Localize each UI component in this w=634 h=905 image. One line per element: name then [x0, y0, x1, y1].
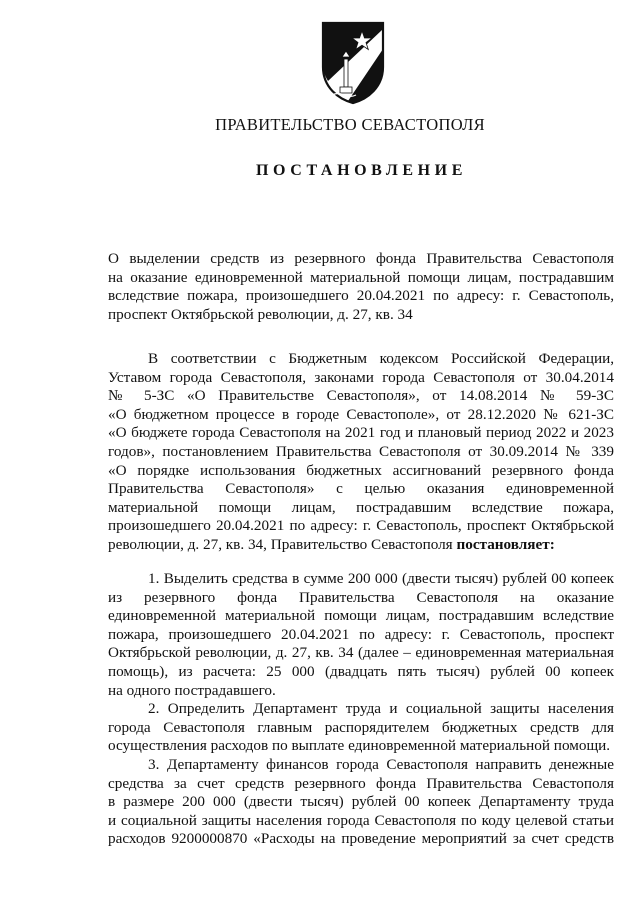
- preamble-line: «О бюджетном процессе в городе Севастополе», от 28.12.2020 № 621-ЗС: [108, 405, 614, 423]
- item-line: в размере 200 000 (двести тысяч) рублей 00 копеек Департаменту труда: [108, 793, 614, 811]
- item-1: [108, 570, 614, 700]
- item-line: 1. Выделить средства в сумме 200 000 (двести тысяч) рублей 00 копеек: [148, 570, 614, 587]
- item-line: из резервного фонда Правительства Севастополя на оказание: [108, 588, 614, 606]
- item-line: и социальной защиты населения города Севастополя по коду целевой статьи: [108, 811, 614, 829]
- coat-of-arms-icon: [318, 19, 388, 105]
- document-subject: [108, 250, 614, 324]
- preamble-line: В соответствии с Бюджетным кодексом Российской Федерации,: [148, 350, 614, 367]
- preamble-line: «О бюджете города Севастополя на 2021 год и плановый период 2022 и 2023: [108, 424, 614, 442]
- item-line: единовременной материальной помощи лицам, пострадавшим вследствие: [108, 607, 614, 625]
- resolves-keyword: постановляет:: [456, 535, 555, 553]
- subject-line: О выделении средств из резервного фонда Правительства Севастополя: [108, 250, 614, 267]
- item-line: расходов 9200000870 «Расходы на проведение мероприятий за счет средств: [108, 830, 614, 848]
- item-line: 2. Определить Департамент труда и социальной защиты населения: [148, 700, 614, 718]
- item-line: пожара, произошедшего 20.04.2021 по адресу: г. Севастополь, проспект: [108, 625, 614, 643]
- preamble-line: Уставом города Севастополя, законами города Севастополя от 30.04.2014: [108, 368, 614, 386]
- preamble-line: годов», постановлением Правительства Севастополя от 30.09.2014 № 339: [108, 442, 614, 460]
- item-line: города Севастополя главным распорядителем бюджетных средств для: [108, 718, 614, 736]
- preamble-paragraph: [108, 350, 614, 555]
- preamble-line: произошедшего 20.04.2021 по адресу: г. Севастополь, проспект Октябрьской: [108, 517, 614, 535]
- item-line: Октябрьской революции, д. 27, кв. 34 (далее – единовременная материальная: [108, 644, 614, 662]
- item-line: средства за счет средств резервного фонда Правительства Севастополя: [108, 774, 614, 792]
- preamble-last-line: [108, 536, 614, 555]
- preamble-line: Правительства Севастополя» с целью оказания единовременной: [108, 480, 614, 498]
- preamble-line: «О порядке использования бюджетных ассигнований резервного фонда: [108, 461, 614, 479]
- resolution-items: [108, 570, 614, 849]
- subject-line: проспект Октябрьской революции, д. 27, кв. 34: [108, 305, 413, 323]
- subject-line: вследствие пожара, произошедшего 20.04.2021 по адресу: г. Севастополь,: [108, 287, 614, 305]
- organization-title: ПРАВИТЕЛЬСТВО СЕВАСТОПОЛЯ: [215, 115, 485, 134]
- preamble-line: материальной помощи лицам, пострадавшим вследствие пожара,: [108, 498, 614, 516]
- document-type-title: ПОСТАНОВЛЕНИЕ: [256, 162, 467, 179]
- item-line: осуществления расходов по выплате единовременной материальной помощи.: [108, 737, 611, 755]
- item-line: помощь), из расчета: 25 000 (двадцать пять тысяч) рублей 00 копеек: [108, 662, 614, 680]
- subject-line: на оказание единовременной материальной помощи лицам, пострадавшим: [108, 268, 614, 286]
- preamble-line: № 5-ЗС «О Правительстве Севастополя», от 14.08.2014 № 59-ЗС: [108, 387, 614, 405]
- item-2: [108, 700, 614, 756]
- item-line: на одного пострадавшего.: [108, 681, 276, 699]
- preamble-last-text: революции, д. 27, кв. 34, Правительство Севастополя: [108, 535, 457, 553]
- item-3: [108, 756, 614, 849]
- item-line: 3. Департаменту финансов города Севастополя направить денежные: [148, 755, 614, 773]
